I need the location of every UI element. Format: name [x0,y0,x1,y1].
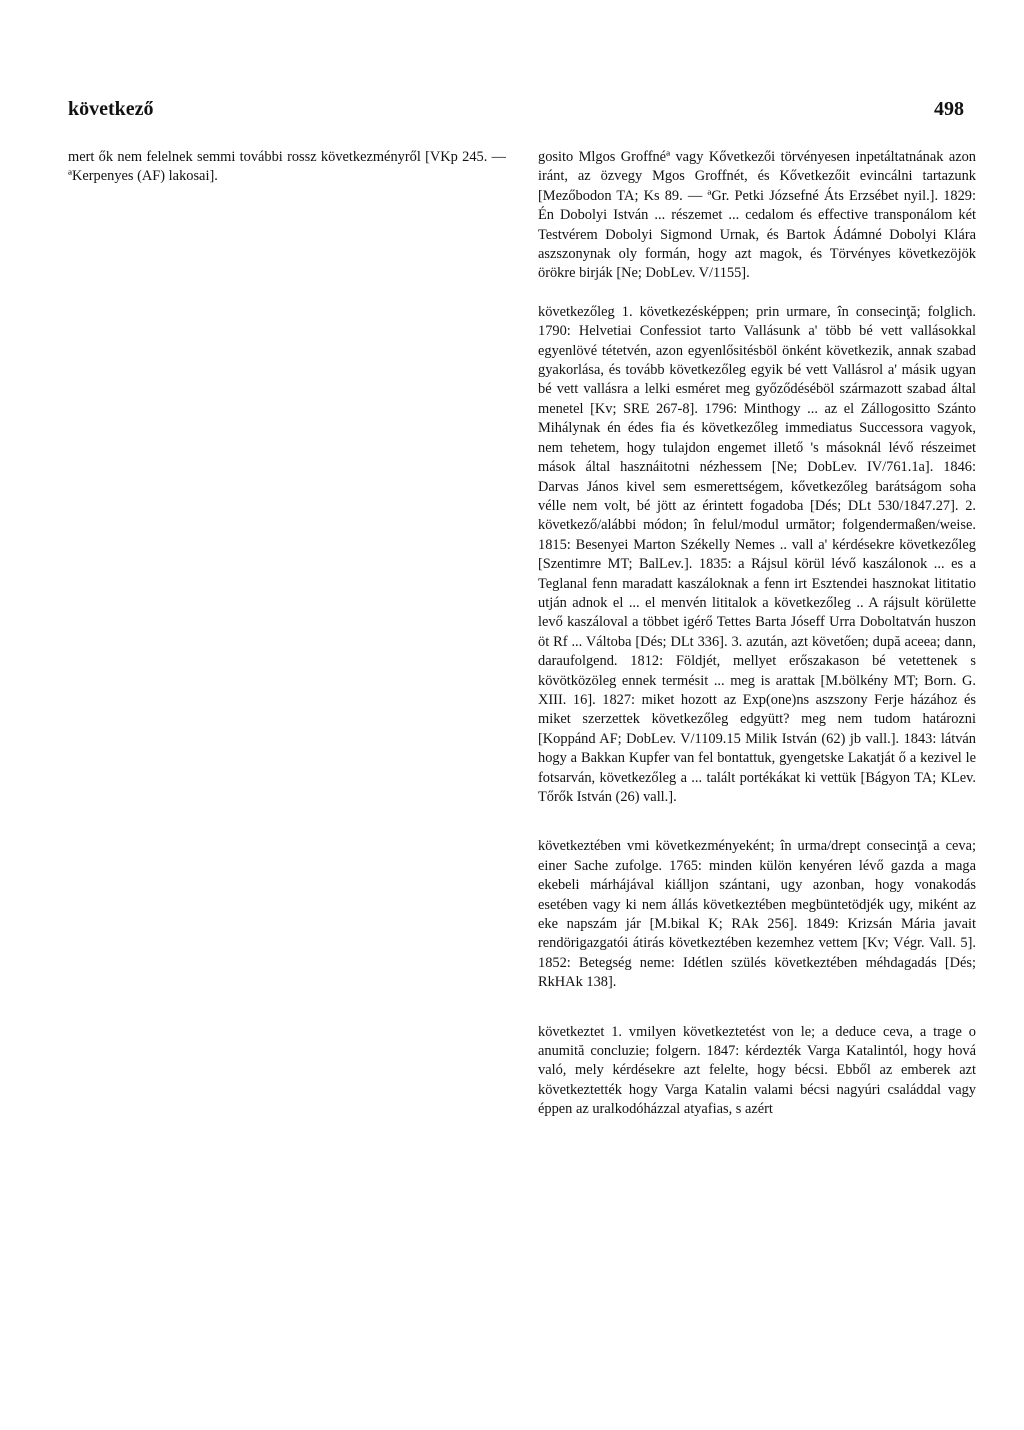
text-columns [68,148,976,1410]
entry-paragraph: következtében vmi következményeként; în urma/drept consecinţă a ceva; einer Sache zufolge. 1765: minden külön kenyéren lévő gazda a maga ekebeli márhájával kiálljon szántani, ugy azonban, hogy vonakodás esetében vagy ki nem állás következtében megbüntetödjék ugy, miként az eke napszám jár [M.bikal K; RAk 256]. 1849: Krizsán Mária javait rendörigazgatói átirás következtében kezemhez vettem [Kv; Végr. Vall. 5]. 1852: Betegség neme: Idétlen szülés következtében méhdagadás [Dés; RkHAk 138]. [538,838,976,991]
right-column [538,148,976,1410]
entry-paragraph: következőleg 1. következésképpen; prin urmare, în consecinţă; folglich. 1790: Helvetiai Confessiot tarto Vallásunk a' több bé vett vallásokkal egyenlövé tétetvén, azon egyenlősitésböl önként következik, annak szabad gyakorlása, és tovább következőleg egyik bé vett Vallásrol a' másik ugyan bé vett vallásra a lelki esméret meg győződéséböl származott szabad által menetel [Kv; SRE 267-8]. 1796: Minthogy ... az el Zállogositto Szánto Mihálynak én édes fia és következőleg immediatus Successora vagyok, nem tehetem, hogy tulajdon engemet illető 's másoknál lévő részeimet mások által hasznáitotni nézhessem [Ne; DobLev. IV/761.1a]. 1846: Darvas János kivel sem esmerettségem, kővetkezőleg barátságom soha vélle nem volt, bé jött az érintett fogadoba [Dés; DLt 530/1847.27]. 2. következő/alábbi módon; în felul/modul următor; folgendermaßen/weise. 1815: Besenyei Marton Székelly Nemes .. vall a' kérdésekre következőleg [Szentimre MT; BalLev.]. 1835: a Rájsul körül lévő kaszálonok ... es a Teglanal fenn maradatt kaszáloknak a fenn irt Esztendei hasznokat lititatio utján adnok el ... el menvén lititalok a következőleg .. A rájsult körülette levő kaszáloval a többet igérő Tettes Barta Jóseff Urra Doboltatván huszon öt Rf ... Váltoba [Dés; DLt 336]. 3. azután, azt követően; după aceea; dann, daraufolgend. 1812: Földjét, mellyet erőszakason bé vetettenek s kövötközöleg ennek termésit ... meg is arattak [M.bölkény MT; Born. G. XIII. 16]. 1827: miket hozott az Exp(one)ns aszszony Ferje házához és miket szerzettek következőleg edgyütt? meg nem tudom határozni [Koppánd AF; DobLev. V/1109.15 Milik István (62) jb vall.]. 1843: látván hogy a Bakkan Kupfer van fel bontattuk, gyengetske Lakatját ő a kezivel le fotsarván, következőleg a ... talált portékákat ki vettük [Bágyon TA; KLev. Tőrők István (26) vall.]. [538,303,976,805]
left-column [68,148,506,1410]
entry-paragraph: következtet 1. vmilyen következtetést von le; a deduce ceva, a trage o anumită concluzie; folgern. 1847: kérdezték Varga Katalintól, hogy hová való, mely kérdésekre azt felelte, hogy bécsi. Ebből az emberek azt következtették hogy Varga Katalin valami bécsi nagyúri családdal vagy éppen az uralkodóházzal atyafias, s azért [538,1023,976,1118]
page-number: 498 [934,98,964,120]
running-headword: következő [68,98,154,120]
page-header [68,98,964,128]
entry-paragraph: mert ők nem felelnek semmi további rossz következményről [VKp 245. — ªKerpenyes (AF) lakosai]. [68,149,506,185]
entry-paragraph: gosito Mlgos Groffnéª vagy Kővetkezői törvényesen inpetáltatnának azon iránt, az özvegy Mgos Groffnét, és Kővetkezőit evincálni tartazunk [Mezőbodon TA; Ks 89. — ªGr. Petki Józsefné Áts Erzsébet nyil.]. 1829: Én Dobolyi István ... részemet ... cedalom és effective transponálom két Testvérem Dobolyi Sigmond Urnak, és Bartok Ádámné Dobolyi Klára aszszonynak oly formán, hogy azt magok, és Törvényes következöjök örökre birják [Ne; DobLev. V/1155]. [538,149,976,282]
